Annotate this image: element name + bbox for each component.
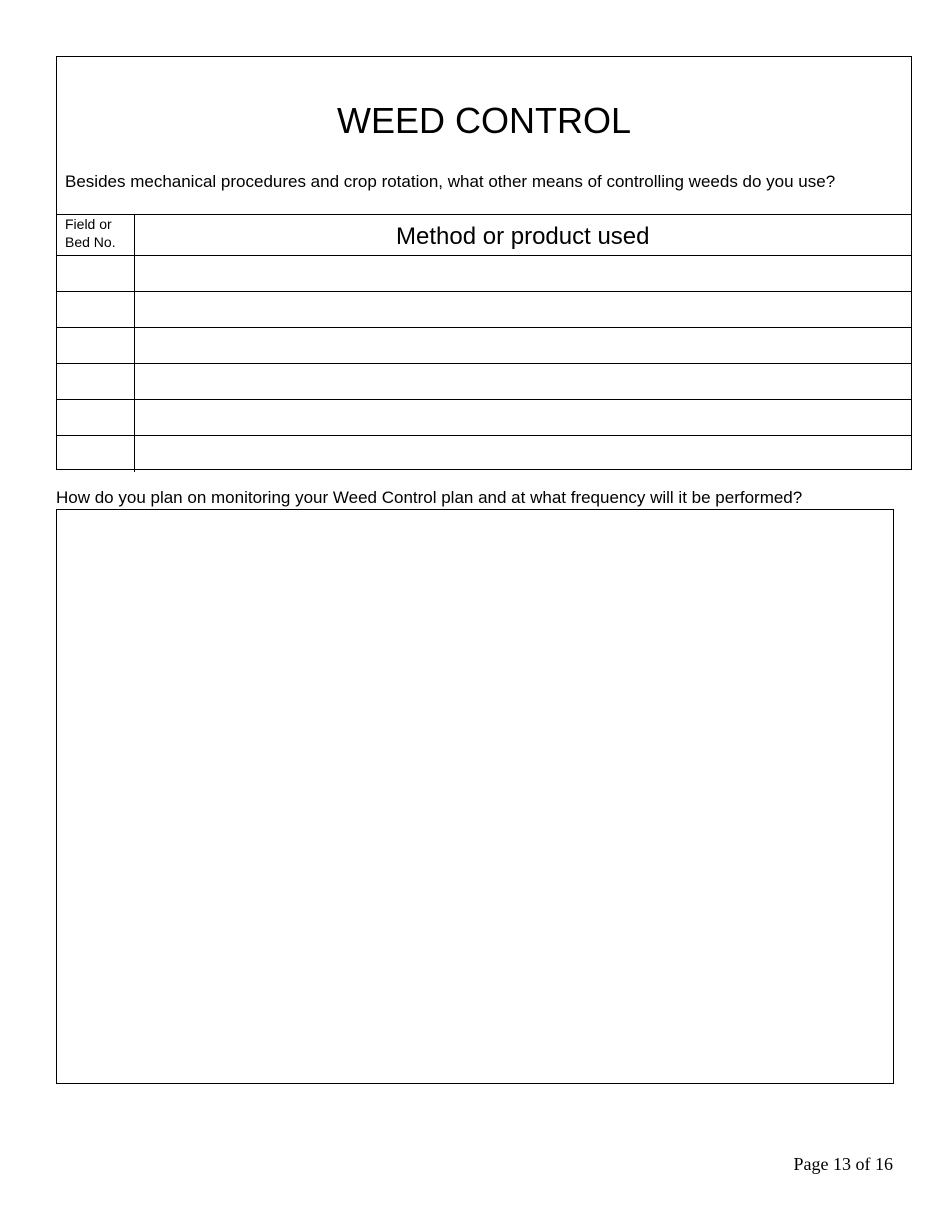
monitoring-answer-box[interactable]	[56, 509, 894, 1084]
field-number-cell[interactable]	[57, 364, 134, 400]
table-row	[57, 328, 911, 364]
table-row	[57, 364, 911, 400]
method-cell[interactable]	[134, 292, 911, 328]
weed-control-question: Besides mechanical procedures and crop rotation, what other means of controlling weeds do you use?	[65, 172, 836, 191]
field-number-cell[interactable]	[57, 328, 134, 364]
weed-control-table	[57, 214, 911, 472]
table-row	[57, 256, 911, 292]
table-row	[57, 292, 911, 328]
method-cell[interactable]	[134, 328, 911, 364]
monitoring-question: How do you plan on monitoring your Weed Control plan and at what frequency will it be performed?	[56, 488, 803, 507]
header-field-or-bed-no: Field or Bed No.	[57, 215, 134, 256]
header-method-or-product: Method or product used	[134, 215, 911, 256]
field-number-cell[interactable]	[57, 292, 134, 328]
table-row	[57, 400, 911, 436]
field-number-cell[interactable]	[57, 256, 134, 292]
method-cell[interactable]	[134, 256, 911, 292]
method-cell[interactable]	[134, 436, 911, 472]
weed-control-section	[56, 56, 912, 470]
table-row	[57, 436, 911, 472]
method-cell[interactable]	[134, 400, 911, 436]
page-number: Page 13 of 16	[793, 1154, 893, 1174]
field-number-cell[interactable]	[57, 400, 134, 436]
field-number-cell[interactable]	[57, 436, 134, 472]
page-title: WEED CONTROL	[336, 100, 631, 141]
table-header-row	[57, 215, 911, 256]
method-cell[interactable]	[134, 364, 911, 400]
